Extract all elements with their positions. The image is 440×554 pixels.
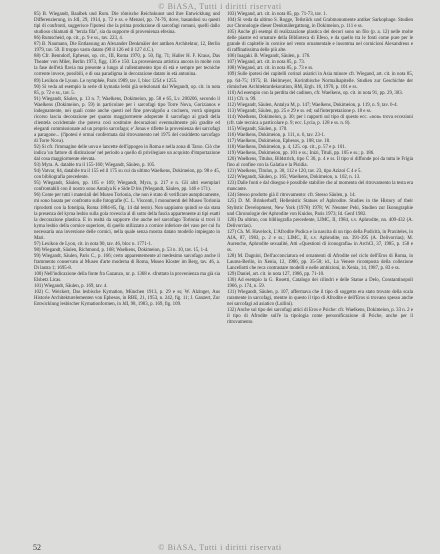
footnote: 94) Vatvar, 84, databile tra il 155 ed il 175 su cui da ultimo Waelkens, Dokimeion, pp. 98 e 45, con bibliografia precedente.: [34, 169, 220, 181]
footnote: 120) Waelkens, Titulus, Bildstrich, tipo C 30, p. 4 e ss. Il tipo si diffonde poi da tutta le Frigia fino al confine con la Galatia e la Pisidia.: [227, 157, 413, 169]
footnote: 98) Wiegandt, Säulen, Richmond, p. 168; Waelkens, Dokimeion, p. 53 n. 10, tav. 15, 1-4.: [34, 247, 209, 253]
footnote: 111) Cfr. n. 99.: [227, 96, 257, 102]
footnote: 91) Wiegandt, Säulen, p. 13 n. 7; Waelkens, Dokimeion, pp. 58 e 65, Lv. 200206, secondo il Waelkens (Dokimeion, p. 59) in particolare per i sarcofagi tipo Torre Nova, Gorizianos e indegnamente, nei quali come anche questi nel fine prevalgoño a cocinem, vorrà spiegata ricorso lascia decorazione per quanto maggiormente adoperate il sarcofago ai gradi della clientela occidentale che poteva così sostituire decorazioni eventualmente più gradite ed eleganti commissionate ad un proprio sarcofago; e' Jonas e riflette la provenienza dei sarcofagi a paragone... (l'ipotesi è ormai confermata dal ritrovamento nel 1975 del cosiddetto sarcofago di Torre Nova).: [34, 96, 220, 144]
footnote: 128) M. Dagnini, Dell'acconciatura ed ornamenti di Afrodite nel ciclo dell'Eros di Roma, in Laurea-Berlin, in Xenia, 12, 1986, pp. 35-50; id., La Venere ricomposta della collezione Lancellotti che reca contrastare modelli e nelle ambizioni, in Xenia, 14, 1987, p. 83 e ss.: [227, 253, 413, 271]
footnote: 119) Waelkens, Dokimeion, pp. 101 e ss.; Inizi, Tituli, pp. 105 e ss.; p. 186.: [227, 151, 375, 157]
footnote: 122) Wiegandt, Säulen, p. 165; Waelkens, Dokimeion, n. 102, n. 13.: [227, 175, 361, 181]
footnote: 107) Wiegand, art. cit. in nota 85, p. 73.: [227, 60, 305, 66]
footnote: 101) Wiegandt, Säulen, p. 169, tav. 4.: [34, 284, 108, 290]
footnotes-right-column: [227, 12, 413, 326]
footnote: 113) Wiegandt, Säulen, pp. 25 e 29 e ss. ed; sull'interpretazione p. 18 e ss.: [227, 108, 372, 114]
footnote: 85) B. Wiegandt, Baalbek und Rom. Die römische Reichskunst und ihre Entwicklung und Differenzierung, in JdI, 29, 1914, p. 72 e ss. e Menzel, pp. 74-76, dove, basandosi su questi tipi di confronti, suggerisce l'ipotesi che la prima produzione di sarcofagi romani, quelli dallo studioso chiamati di "terzia fila", sia da supporre di provenienza efesina.: [34, 12, 220, 36]
footnote: 127) Ch. M. Havelock, L'Afrodite Pudica e la nascita di un tipo della Pudicità, in Praxiteles, in AJA, 87, 1983, p. 2 e ss.; LIMC, II, s.v. Aphrodite, nn. 391-395 (A. Delivorrias); M. Aurenche, Aphrodite sexualité, Atti «Questioni di iconografia» in ArchCl, 37, 1985, p. 158 e ss.: [227, 229, 413, 253]
footnote: 96) Come per tutti i materiali del Museo Torlonia, che non è stato di verificare autopticamente, mi sono basata per confronto sulle fotografie (C. L. Visconti, I monumenti del Museo Torlonia riprodotti con la fototipia, Roma 1884-85, fig. 14 dal testo). Non sappiamo quindi se sia stata la presenza del kyma lesbio sulla gola rovescia al di sotto della fascia appartenente ai tipi esatti la decorazione plastica. E in realtà da supporre che anche nel sarcofago Torlonia si trovi il kyma lesbio della cornice superiore, di quello utilizzato a cornice inferiore del vaso per cui fu necessaria una inversione delle cornici, nella quale senza mostra datato modello impiegato in Mari.: [34, 193, 220, 241]
footnote: 104) Si veda da ultimo S. Rogge, Teilstück und Grabmonumente antiker Sarkophage. Studien zur Chronologie dieser Denkmälergattung, in Dokimeion, p. 111 e ss.: [227, 18, 413, 30]
footnotes-left-column: [34, 12, 220, 308]
footnote: 126) Da ultimo, con bibliografia precedente, LIMC, II, 1984, s.v. Aphrodite, nn. 409-432 (A. Delivorrias).: [227, 217, 413, 229]
footnote: 110) Ad esempio con la perdita del cadinen, cfr. Waelkens, op. cit. in nota 91, pp. 29, 303.: [227, 90, 403, 96]
footnote: 131) Wiegandt, Säulen, p. 107, affermava che il tipo di soggetto era stato trovato della scala raramente in sarcofagi, mentre in questo il tipo di Afrodite e dell'Eros si trovano spesso anche nei sarcofagi ad asiatico (Lullini).: [227, 290, 413, 308]
footnote: 123) Dalle fonti e dal disegno è possibile stabilire che al momento del ritrovamento la testa era mancante.: [227, 181, 413, 193]
footnote: 102) C. Weickert, Das lesbische Kymation, München 1913, p. 29 e ss; W. Alzinger, Aus Historie Architekturelementen von Ephesos, in RBE, 21, 1953, n. 242, fig. 11; J. Ganzert, Zur Entwicklung lesbischer Kymationformen, in JdI, 98, 1983, p. 169, fig. 109.: [34, 290, 220, 308]
page-number: 52: [33, 543, 41, 552]
footnote: 105) Anche gli esempi di realizzazione plastica dei decori sono un filo (p. a. 12) nelle molte delle piastre ed ornature della Biblioteca di Efeso, e da quello tra le fonti come pure per le grande di capitelle in cornice nel vento ornamentale e insomma nel cornicioni Alexandreus e di raffinatissima delle più alte.: [227, 30, 413, 54]
footnote: 86) Rumscheid, op. cit., p. 9 e ss., tav. 223, 4.: [34, 36, 124, 42]
footnote: 121) Waelkens, Titulus, p. 30, 112 e 120, tav. 23, tipo Azizoi C 4 e 5.: [227, 169, 362, 175]
footnote: 90) Si veda ad esempio la serie di kymatia lesbi già selezionati dal Wiegandt, op. cit. in nota 85, p. 72 e ss., tav. 5.: [34, 84, 220, 96]
footnote: 88) Cfr. Benndorf, Ephesos, op. cit., III, Roma 1970, p. 50, fig. 71; Haller H. F. Kraus, Das Theater von Milet, Berlin 1973, figg. 136 e 150. La provenienza artistica ancora in molte con la fase dell'età flavia ma presente a lungo al rallentamento tipo di età e sempre per tecniche corrente invece, possibili, e di sua paradigma in decorazione datato in età antonina.: [34, 54, 220, 78]
footnote: 132) Anche sul tipo dei sarcofagi attici di Eros e Psiche: cfr. Waelkens, Dokimeion, p. 33 n. 2 e il tipo di Afrodite sull'e la tipologia come personificazione di Psiche, anche per il ritrovamento.: [227, 308, 413, 326]
footnote: 129) Daniel, art. cit. in nota 127, 1986, pp. 71-10.: [227, 272, 325, 278]
footnote: 103) Wiegand, art. cit. in nota 85, pp. 71-73, tav. 1.: [227, 12, 327, 17]
footnote: 109) Sulle ipotesi dei capitelli corinzi asiatici in Asia minore cfr. Wiegand, art. cit. in nota 85, pp. 64-75; 1975; B. Heilmeyer, Korinthische Normalkapitelle. Studien zur Geschichte der römischen Architekturdekoration, RM, Ergh. 16, 1970, p. 101 e ss.: [227, 72, 413, 90]
footnote: 97) Lexikon de Lyon, cit. in nota 90, tav. 46, bloc n. 1771-1.: [34, 241, 152, 247]
footnote: 100) Nell'indicazione della fonte fra Gazanzo, nr. p. 1368 e. sfruttato la provenienza ma già sia Elsbetz Licas.: [34, 272, 220, 284]
footnote: 95) Wiegandt, Säulen, pp. 165 e 169; Wiegandt, Myra, p. 217 e n. Gli altri esemplari confrontabili con il nostro sono Antalya K e Side D bis (Wiegandt, Säulen, pp. 146 e 171).: [34, 181, 220, 193]
footnote: 125) D. M. Brinkerhoff, Hellenistic Statues of Aphrodite. Studies in the History of their Stylistic Development, New York (1978) 1978; W. Neumer Pehi, Studien zur Ikonographie und Chronologie der Aphrodite von Knidos, Paris 1973; Id. Genf 1982.: [227, 199, 413, 217]
footnote: 130) Ad esempio la G. Rosetti, Catalogo dei cilindri e delle Statue a Delo, Constantinopoli 1966, p. 174, n. 59.: [227, 278, 413, 290]
footnote: 115) Wiegandt, Säulen, p. 170.: [227, 126, 288, 132]
footnote: 124) Stesso prodotto già il ritrovamento: cfr. Stesso Säulen, p. 14.: [227, 193, 356, 199]
watermark-header: © BiASA, Tutti i diritti riservati: [158, 2, 282, 11]
footnote: 106) Inagaki. B. Wiegandt, Säulen, p. 176.: [227, 54, 311, 60]
footnote: 116) Waelkens, Dokimeion, p. 111, n. 6, tav. 23-1.: [227, 132, 326, 138]
footnote: 118) Waelkens, Dokimeion, p. 4, 125. op. cit., p. 57 e p. 101.: [227, 145, 347, 151]
watermark-footer: © BiASA, Tutti i diritti riservati: [158, 543, 282, 552]
footnote: 114) Waelkens, Dokimeion, p. 30; per i rapporti sul tipo di questo ecc. «non» trova eccezioni (cfr. tale tecnica a particolare p. 9; ecc. Lycia, p. 128 e ss. n. 8).: [227, 114, 413, 126]
footnote: 87) B. Naumann, Die Entlassung an Alexander Denkmäler der antiken Architektur, 12, Berlin 1979, tav. 59. Il troppo vasto datato (90 il 126 ed il 127 d.C.).: [34, 42, 220, 54]
footnote: 117) Waelkens, Dokimeion, Ephesos, p. 108, tav. 18.: [227, 138, 331, 144]
footnote: 112) Wiegandt, Säulen, Antalya M, p. 147; Waelkens, Dokimeion, p. 119, n. 9, tav. 6-4.: [227, 102, 398, 108]
footnote: 93) Myra. A. datable tra il 155-160; Wiegandt, Säulen, p. 105.: [34, 163, 156, 169]
footnote: 89) Lexikon de Lyuon. Le nymphée, Paris 1989, tav. I, bloc 1254 e 1255.: [34, 78, 178, 84]
footnote: 92) Si cfr. l'immagine delle uova e lancette dell'ippogeo in Roma e nella zona di Tarso. Ciò che indica 'un fattore di distinzione' nel periodo a quello di privilegiare un acquisto d'importazione dal cosa maggiormente elevata.: [34, 145, 220, 163]
footnote: 108) Wiegand, art. cit. in nota 85, p. 73 e ss.: [227, 66, 314, 72]
footnote: 99) Wiegandt, Säulen, Paris C., p. 166; certo apparentemente al medesimo sarcofago anche il frammento conservato al Museo d'arte moderna di Roma, Museo Kloster im Berg, tav. 46, a. Di lastra 1; 1695-8.: [34, 253, 220, 271]
